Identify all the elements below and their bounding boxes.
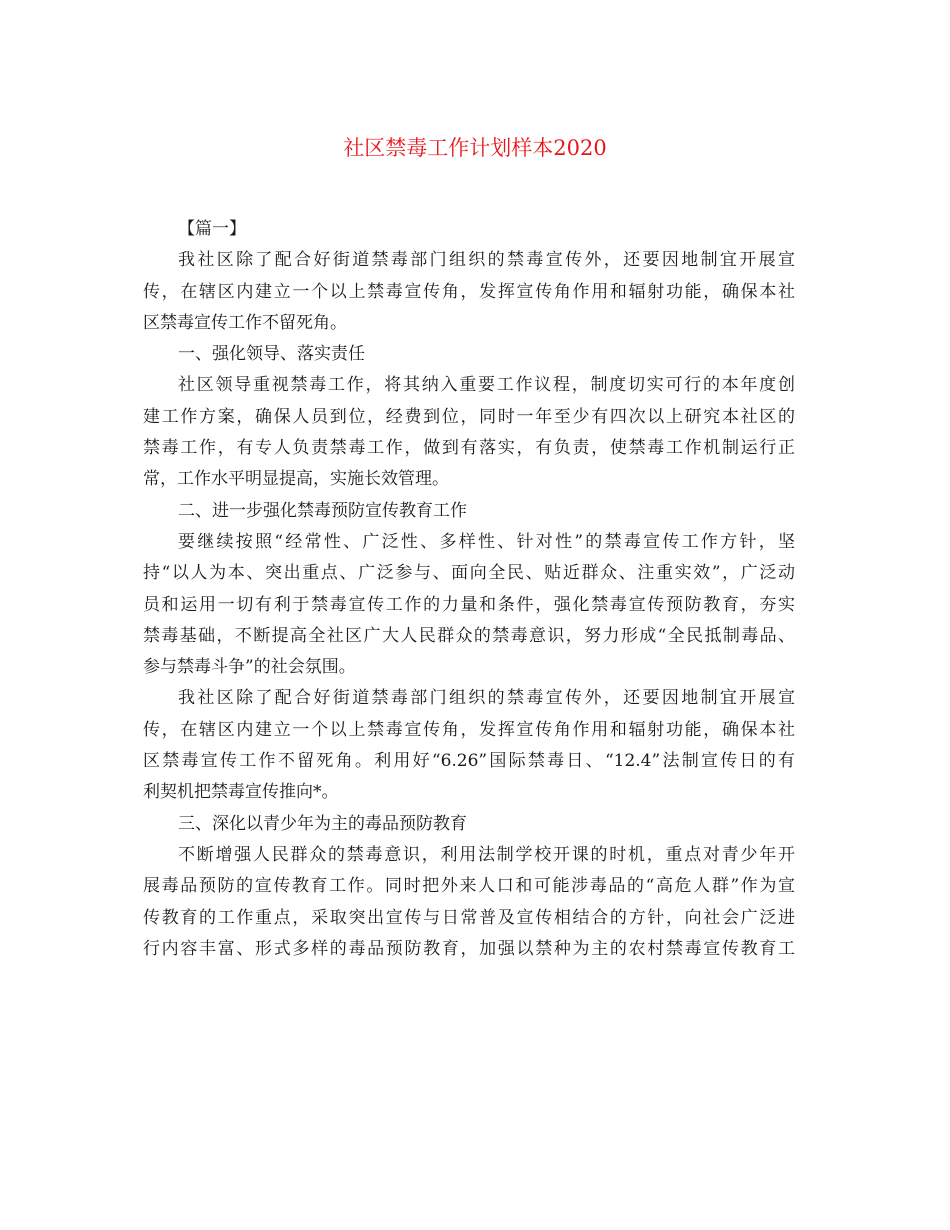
text-line: 不断增强人民群众的禁毒意识，利用法制学校开课的时机，重点对青少年开	[178, 844, 795, 865]
document-body	[143, 214, 795, 965]
text-line: 建工作方案，确保人员到位，经费到位，同时一年至少有四次以上研究本社区的	[143, 406, 795, 427]
text-line: 一、强化领导、落实责任	[178, 344, 365, 365]
text-line: 展毒品预防的宣传教育工作。同时把外来人口和可能涉毒品的“高危人群”作为宣	[143, 876, 795, 897]
text-line: 禁毒基础，不断提高全社区广大人民群众的禁毒意识，努力形成“全民抵制毒品、	[143, 625, 795, 646]
text-line: 利契机把禁毒宣传推向*。	[143, 782, 339, 803]
text-line: 行内容丰富、形式多样的毒品预防教育，加强以禁种为主的农村禁毒宣传教育工	[143, 938, 795, 959]
text-line: 要继续按照“经常性、广泛性、多样性、针对性”的禁毒宣传工作方针，坚	[178, 531, 795, 552]
text-line: 参与禁毒斗争”的社会氛围。	[143, 657, 356, 678]
text-line: 我社区除了配合好街道禁毒部门组织的禁毒宣传外，还要因地制宜开展宣	[178, 250, 795, 271]
text-line: 区禁毒宣传工作不留死角。利用好“6.26”国际禁毒日、“12.4”法制宣传日的有	[143, 751, 795, 772]
text-line: 传教育的工作重点，采取突出宣传与日常普及宣传相结合的方针，向社会广泛进	[143, 907, 795, 928]
text-line: 三、深化以青少年为主的毒品预防教育	[178, 813, 467, 834]
document-title: 社区禁毒工作计划样本2020	[343, 136, 607, 160]
text-line: 传，在辖区内建立一个以上禁毒宣传角，发挥宣传角作用和辐射功能，确保本社	[143, 281, 795, 302]
text-line: 传，在辖区内建立一个以上禁毒宣传角，发挥宣传角作用和辐射功能，确保本社	[143, 719, 795, 740]
text-line: 区禁毒宣传工作不留死角。	[143, 312, 347, 333]
text-line: 我社区除了配合好街道禁毒部门组织的禁毒宣传外，还要因地制宜开展宣	[178, 688, 795, 709]
text-line: 【篇一】	[178, 219, 246, 239]
text-line: 持“以人为本、突出重点、广泛参与、面向全民、贴近群众、注重实效”，广泛动	[143, 563, 795, 584]
text-line: 社区领导重视禁毒工作，将其纳入重要工作议程，制度切实可行的本年度创	[178, 375, 795, 396]
text-line: 禁毒工作，有专人负责禁毒工作，做到有落实，有负责，使禁毒工作机制运行正	[143, 438, 795, 459]
text-line: 员和运用一切有利于禁毒宣传工作的力量和条件，强化禁毒宣传预防教育，夯实	[143, 594, 795, 615]
text-line: 常，工作水平明显提高，实施长效管理。	[143, 469, 449, 490]
text-line: 二、进一步强化禁毒预防宣传教育工作	[178, 500, 467, 521]
